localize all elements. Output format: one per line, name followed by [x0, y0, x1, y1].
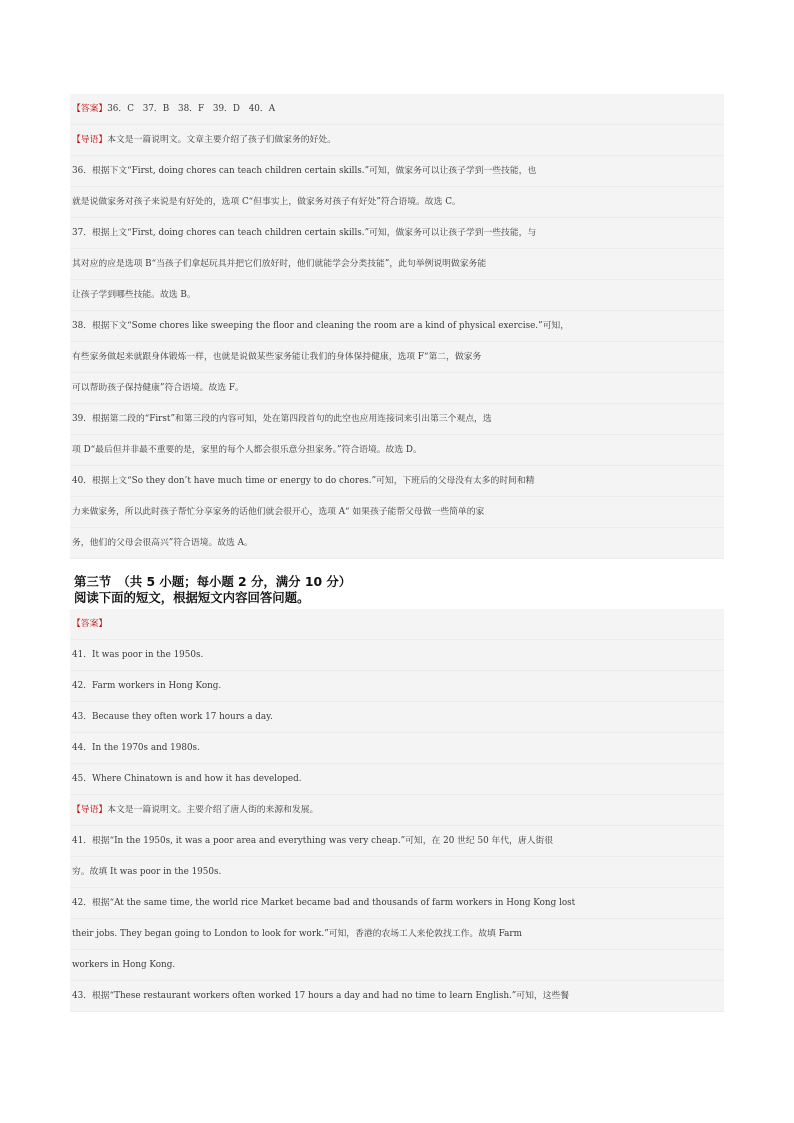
answer-text: 36．C 37．B 38．F 39．D 40．A: [107, 104, 276, 114]
explanation-line: 项 D“最后但并非最不重要的是，家里的每个人都会很乐意分担家务。”符合语境。故选 D。: [70, 435, 724, 466]
guide-tag: 【导语】: [72, 135, 108, 145]
explanation-line: 40．根据上文“So they don’t have much time or energy to do chores.”可知，下班后的父母没有太多的时间和精: [70, 466, 724, 497]
explanation-line: their jobs. They began going to London to look for work.”可知，香港的农场工人来伦敦找工作。故填 Farm: [70, 919, 724, 950]
explanation-line: 42．根据“At the same time, the world rice Market became bad and thousands of farm workers in Hong Kong lost: [70, 888, 724, 919]
explanation-line: 43．根据“These restaurant workers often worked 17 hours a day and had no time to learn English.”可知，这些餐: [70, 981, 724, 1012]
answer-line: [70, 94, 724, 125]
explanation-line: 就是说做家务对孩子来说是有好处的，选项 C“但事实上，做家务对孩子有好处”符合语境。故选 C。: [70, 187, 724, 218]
section2-answer-block: [70, 94, 724, 559]
explanation-line: 38．根据下文“Some chores like sweeping the floor and cleaning the room are a kind of physical exercise.”可知，: [70, 311, 724, 342]
section3-instruction: 阅读下面的短文，根据短文内容回答问题。: [74, 590, 310, 605]
guide-line: [70, 795, 724, 826]
answer-tag: 【答案】: [72, 619, 108, 629]
explanation-line: 力来做家务，所以此时孩子帮忙分享家务的话他们就会很开心，选项 A“ 如果孩子能帮父母做一些简单的家: [70, 497, 724, 528]
explanation-line: 其对应的应是选项 B“当孩子们拿起玩具并把它们放好时，他们就能学会分类技能”，此句举例说明做家务能: [70, 249, 724, 280]
answer-line: [70, 609, 724, 640]
explanation-line: 39．根据第二段的“First”和第三段的内容可知，处在第四段首句的此空也应用连接词来引出第三个观点，选: [70, 404, 724, 435]
explanation-line: 有些家务做起来就跟身体锻炼一样，也就是说做某些家务能让我们的身体保持健康，选项 F“第二，做家务: [70, 342, 724, 373]
explanation-line: 36．根据下文“First, doing chores can teach children certain skills.”可知，做家务可以让孩子学到一些技能，也: [70, 156, 724, 187]
guide-text: 本文是一篇说明文。主要介绍了唐人街的来源和发展。: [107, 805, 319, 815]
explanation-line: workers in Hong Kong.: [70, 950, 724, 981]
explanation-line: 穷。故填 It was poor in the 1950s.: [70, 857, 724, 888]
explanation-line: 37．根据上文“First, doing chores can teach children certain skills.”可知，做家务可以让孩子学到一些技能，与: [70, 218, 724, 249]
explanation-line: 务，他们的父母会很高兴”符合语境。故选 A。: [70, 528, 724, 559]
section3-answer-block: [70, 609, 724, 1012]
answer-item: 43．Because they often work 17 hours a day.: [70, 702, 724, 733]
answer-item: 45．Where Chinatown is and how it has developed.: [70, 764, 724, 795]
section3-heading: 第三节 （共 5 小题；每小题 2 分，满分 10 分）: [74, 574, 352, 589]
answer-item: 41．It was poor in the 1950s.: [70, 640, 724, 671]
explanation-line: 让孩子学到哪些技能。故选 B。: [70, 280, 724, 311]
guide-text: 本文是一篇说明文。文章主要介绍了孩子们做家务的好处。: [107, 135, 336, 145]
explanation-line: 41．根据“In the 1950s, it was a poor area and everything was very cheap.”可知，在 20 世纪 50 年代，唐人街很: [70, 826, 724, 857]
guide-line: [70, 125, 724, 156]
guide-tag: 【导语】: [72, 805, 108, 815]
answer-tag: 【答案】: [72, 104, 108, 114]
answer-item: 42．Farm workers in Hong Kong.: [70, 671, 724, 702]
explanation-line: 可以帮助孩子保持健康”符合语境。故选 F。: [70, 373, 724, 404]
answer-item: 44．In the 1970s and 1980s.: [70, 733, 724, 764]
